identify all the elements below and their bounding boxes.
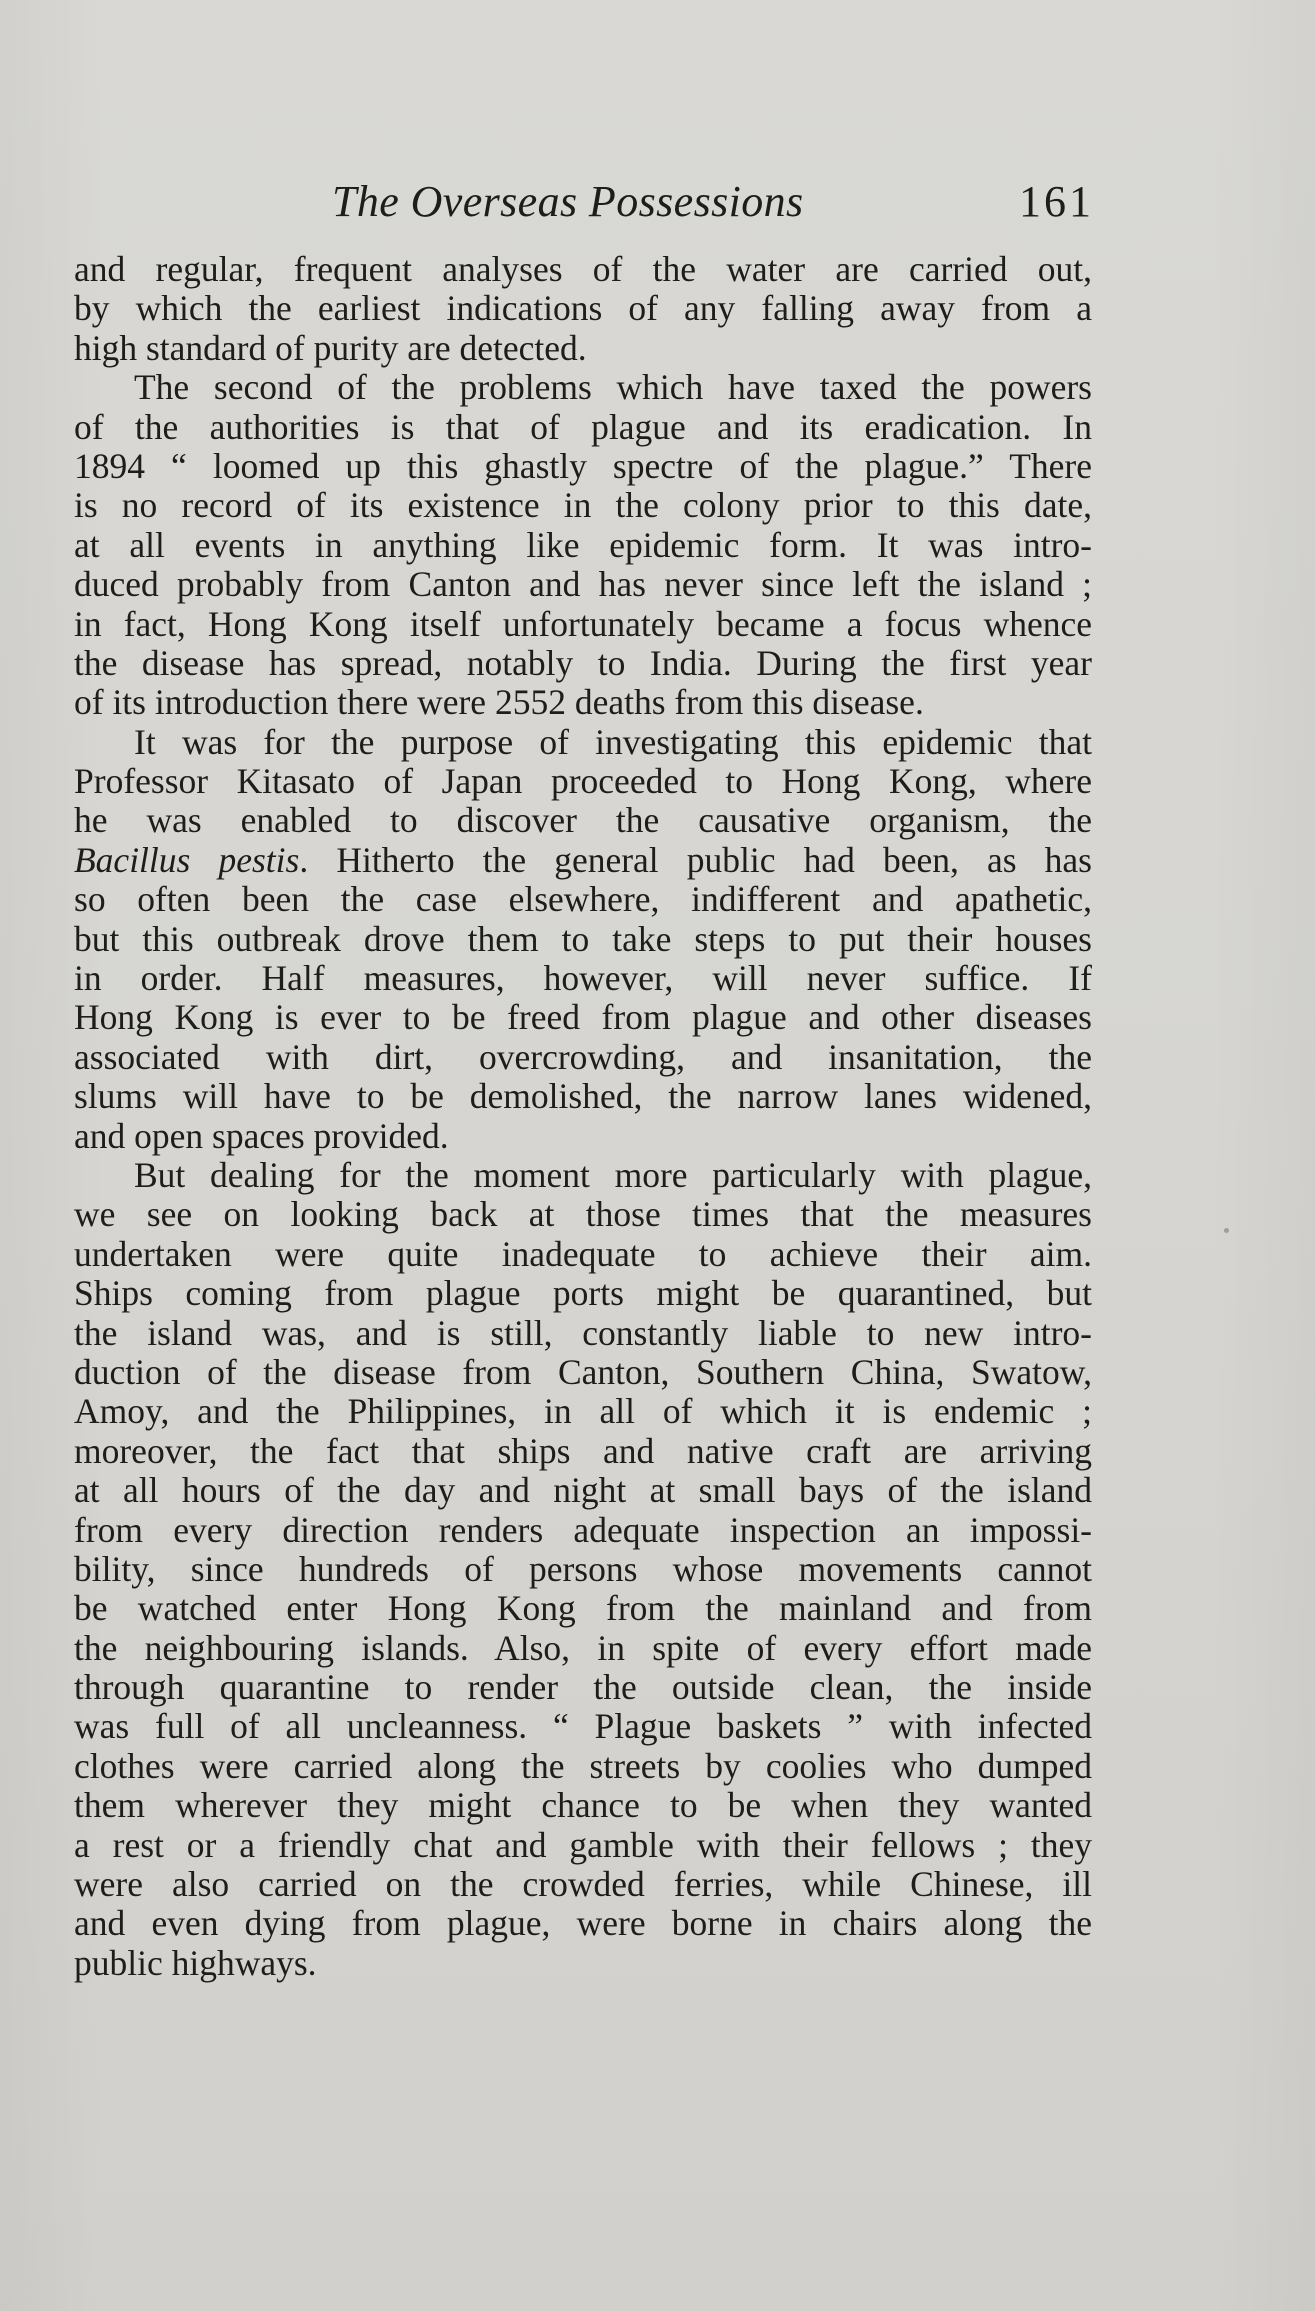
- page-header: [74, 176, 1094, 236]
- text-line: a rest or a friendly chat and gamble with their fellows ; they: [74, 1824, 1092, 1865]
- text-line: through quarantine to render the outside clean, the inside: [74, 1667, 1092, 1708]
- text-line: Bacillus pestis. Hitherto the general public had been, as has: [74, 839, 1092, 880]
- text-line: duction of the disease from Canton, Southern China, Swatow,: [74, 1351, 1092, 1392]
- text-line: Amoy, and the Philippines, in all of which it is endemic ;: [74, 1391, 1092, 1432]
- text-line: Professor Kitasato of Japan proceeded to Hong Kong, where: [74, 761, 1092, 802]
- text-line: Hong Kong is ever to be freed from plague and other diseases: [74, 997, 1092, 1038]
- paragraph: [74, 368, 1092, 723]
- text-line: 1894 “ loomed up this ghastly spectre of the plague.” There: [74, 445, 1092, 486]
- text-line: in fact, Hong Kong itself unfortunately became a focus whence: [74, 603, 1092, 644]
- text-line: is no record of its existence in the colony prior to this date,: [74, 485, 1092, 526]
- text-line: It was for the purpose of investigating this epidemic that: [134, 721, 1092, 762]
- text-line: by which the earliest indications of any falling away from a: [74, 288, 1092, 329]
- text-line: of its introduction there were 2552 deaths from this disease.: [74, 682, 924, 723]
- text-line: were also carried on the crowded ferries, while Chinese, ill: [74, 1864, 1092, 1905]
- text-line: the neighbouring islands. Also, in spite of every effort made: [74, 1627, 1092, 1668]
- text-line: at all events in anything like epidemic form. It was intro-: [74, 524, 1092, 565]
- text-line: duced probably from Canton and has never since left the island ;: [74, 564, 1092, 605]
- page-number: 161: [1019, 177, 1094, 226]
- body-text: [74, 250, 1092, 1983]
- text-line: be watched enter Hong Kong from the mainland and from: [74, 1588, 1092, 1629]
- text-line: and open spaces provided.: [74, 1115, 449, 1156]
- running-title: The Overseas Possessions: [332, 177, 804, 226]
- latin-term: Bacillus pestis: [74, 839, 300, 880]
- text-line: high standard of purity are detected.: [74, 327, 587, 368]
- text-line: bility, since hundreds of persons whose movements cannot: [74, 1548, 1092, 1589]
- paragraph: [74, 250, 1092, 368]
- text-line: undertaken were quite inadequate to achieve their aim.: [74, 1233, 1092, 1274]
- text-line: clothes were carried along the streets by coolies who dumped: [74, 1745, 1092, 1786]
- text-line: the disease has spread, notably to India. During the first year: [74, 642, 1092, 683]
- text-line: so often been the case elsewhere, indifferent and apathetic,: [74, 879, 1092, 920]
- text-line: we see on looking back at those times that the measures: [74, 1194, 1092, 1235]
- text-line: was full of all uncleanness. “ Plague baskets ” with infected: [74, 1706, 1092, 1747]
- text-line: public highways.: [74, 1942, 317, 1983]
- text-line: slums will have to be demolished, the narrow lanes widened,: [74, 1076, 1092, 1117]
- paragraph: [74, 1156, 1092, 1983]
- text-line: and even dying from plague, were borne in chairs along the: [74, 1903, 1092, 1944]
- text-line: but this outbreak drove them to take steps to put their houses: [74, 918, 1092, 959]
- text-line: in order. Half measures, however, will never suffice. If: [74, 958, 1092, 999]
- text-line: associated with dirt, overcrowding, and insanitation, the: [74, 1036, 1092, 1077]
- text-line: of the authorities is that of plague and its eradication. In: [74, 406, 1092, 447]
- text-line: But dealing for the moment more particularly with plague,: [134, 1154, 1092, 1195]
- text-line: he was enabled to discover the causative organism, the: [74, 800, 1092, 841]
- text-line: moreover, the fact that ships and native craft are arriving: [74, 1430, 1092, 1471]
- paper-speck: [1224, 1228, 1229, 1233]
- text-line: and regular, frequent analyses of the water are carried out,: [74, 249, 1092, 289]
- text-line: from every direction renders adequate inspection an impossi-: [74, 1509, 1092, 1550]
- text-line: them wherever they might chance to be when they wanted: [74, 1785, 1092, 1826]
- text-line: The second of the problems which have taxed the powers: [134, 367, 1092, 408]
- text-line: the island was, and is still, constantly liable to new intro-: [74, 1312, 1092, 1353]
- text-line: Ships coming from plague ports might be quarantined, but: [74, 1273, 1092, 1314]
- text-line: at all hours of the day and night at small bays of the island: [74, 1470, 1092, 1511]
- paragraph: [74, 723, 1092, 1156]
